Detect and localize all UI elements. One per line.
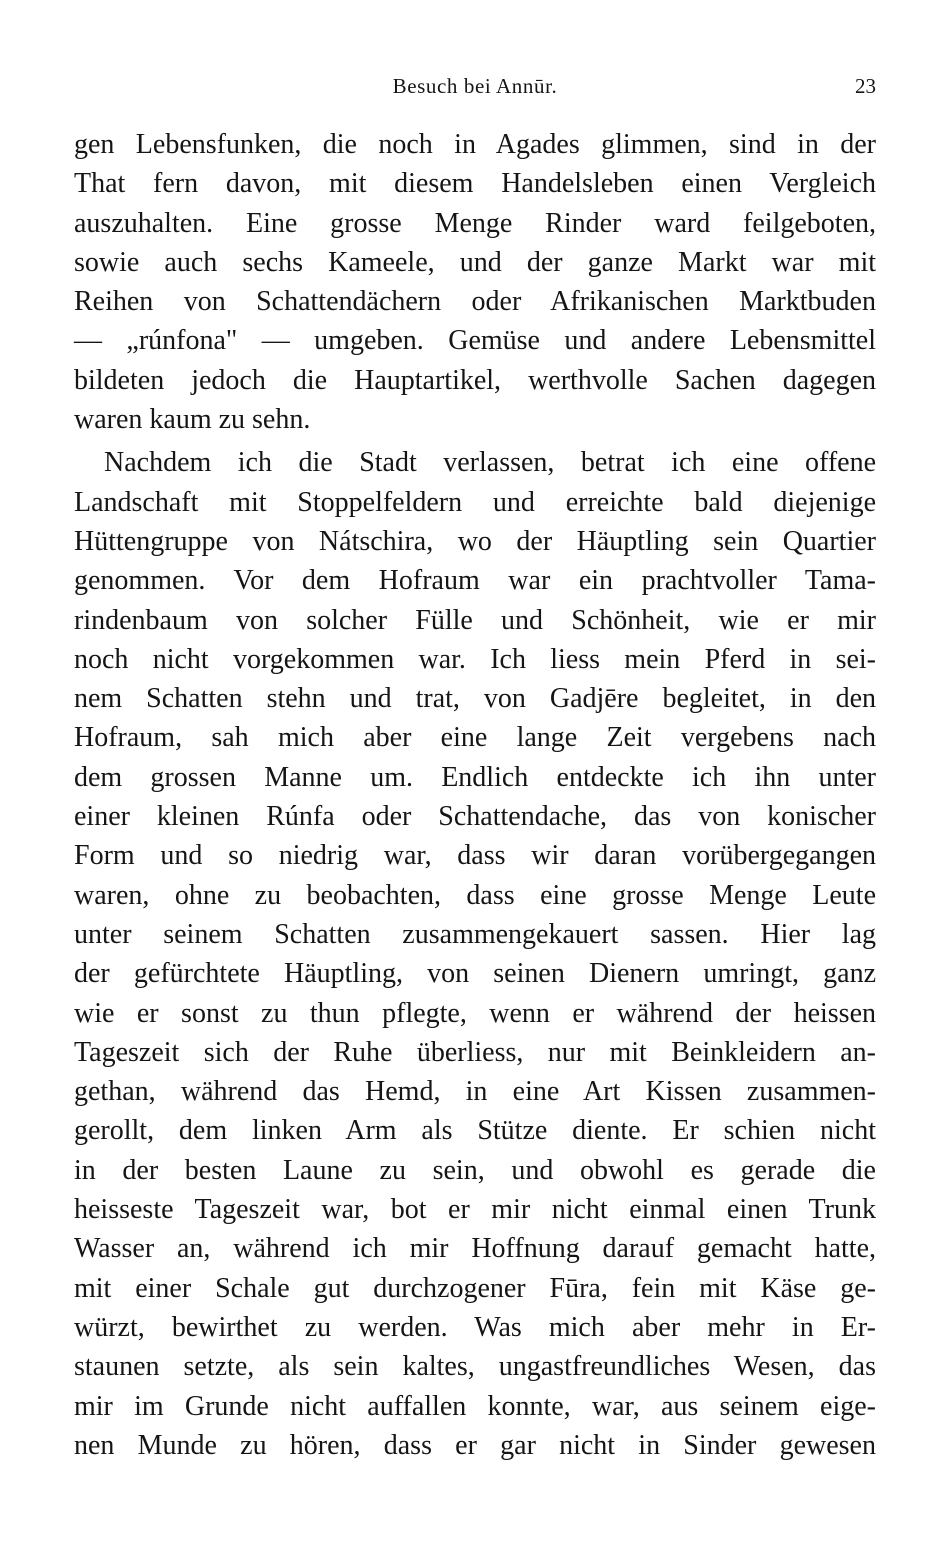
text-line: gerollt, dem linken Arm als Stütze diente. Er schien nicht [74,1115,876,1147]
text-line: mit einer Schale gut durchzogener Fūra, fein mit Käse ge- [74,1272,876,1304]
text-line: würzt, bewirthet zu werden. Was mich aber mehr in Er- [74,1311,876,1343]
text-line: mir im Grunde nicht auffallen konnte, war, aus seinem eige- [74,1390,876,1422]
text-line: gen Lebensfunken, die noch in Agades glimmen, sind in der [74,129,876,160]
running-head [74,70,876,102]
text-line: staunen setzte, als sein kaltes, ungastfreundliches Wesen, das [74,1351,876,1383]
text-line: — „rúnfona" — umgeben. Gemüse und andere Lebensmittel [74,325,876,357]
text-line: waren kaum zu sehn. [74,404,311,436]
text-line: einer kleinen Rúnfa oder Schattendache, das von konischer [74,801,876,833]
text-line: Tageszeit sich der Ruhe überliess, nur mit Beinkleidern an- [74,1036,876,1068]
text-line: wie er sonst zu thun pflegte, wenn er während der heissen [74,997,876,1029]
text-line: Nachdem ich die Stadt verlassen, betrat ich eine offene [104,447,876,479]
text-line: Hofraum, sah mich aber eine lange Zeit vergebens nach [74,722,876,754]
text-line: nen Munde zu hören, dass er gar nicht in Sinder gewesen [74,1429,876,1461]
text-line: in der besten Laune zu sein, und obwohl es gerade die [74,1154,876,1186]
text-line: Form und so niedrig war, dass wir daran vorübergegangen [74,840,876,872]
text-line: noch nicht vorgekommen war. Ich liess mein Pferd in sei- [74,643,876,675]
text-line: gethan, während das Hemd, in eine Art Kissen zusammen- [74,1076,876,1108]
text-line: heisseste Tageszeit war, bot er mir nicht einmal einen Trunk [74,1194,876,1226]
running-title: Besuch bei Annūr. [392,74,558,98]
text-line: auszuhalten. Eine grosse Menge Rinder ward feilgeboten, [74,207,876,239]
text-line: rindenbaum von solcher Fülle und Schönheit, wie er mir [74,604,876,636]
text-line: That fern davon, mit diesem Handelsleben einen Vergleich [74,168,876,200]
body-text [74,125,876,1465]
page-number: 23 [855,74,876,98]
text-line: dem grossen Manne um. Endlich entdeckte ich ihn unter [74,761,876,793]
text-line: waren, ohne zu beobachten, dass eine grosse Menge Leute [74,879,876,911]
text-line: nem Schatten stehn und trat, von Gadjēre begleitet, in den [74,683,876,715]
text-line: unter seinem Schatten zusammengekauert sassen. Hier lag [74,918,876,950]
text-line: bildeten jedoch die Hauptartikel, werthvolle Sachen dagegen [74,364,876,396]
text-line: Landschaft mit Stoppelfeldern und erreichte bald diejenige [74,486,876,518]
text-line: Wasser an, während ich mir Hoffnung darauf gemacht hatte, [74,1233,876,1265]
text-line: sowie auch sechs Kameele, und der ganze Markt war mit [74,246,876,278]
paragraph [74,125,876,439]
text-line: der gefürchtete Häuptling, von seinen Dienern umringt, ganz [74,958,876,990]
text-line: Hüttengruppe von Nátschira, wo der Häuptling sein Quartier [74,525,876,557]
text-line: genommen. Vor dem Hofraum war ein prachtvoller Tama- [74,565,876,597]
paragraph [74,443,876,1465]
text-line: Reihen von Schattendächern oder Afrikanischen Marktbuden [74,286,876,318]
